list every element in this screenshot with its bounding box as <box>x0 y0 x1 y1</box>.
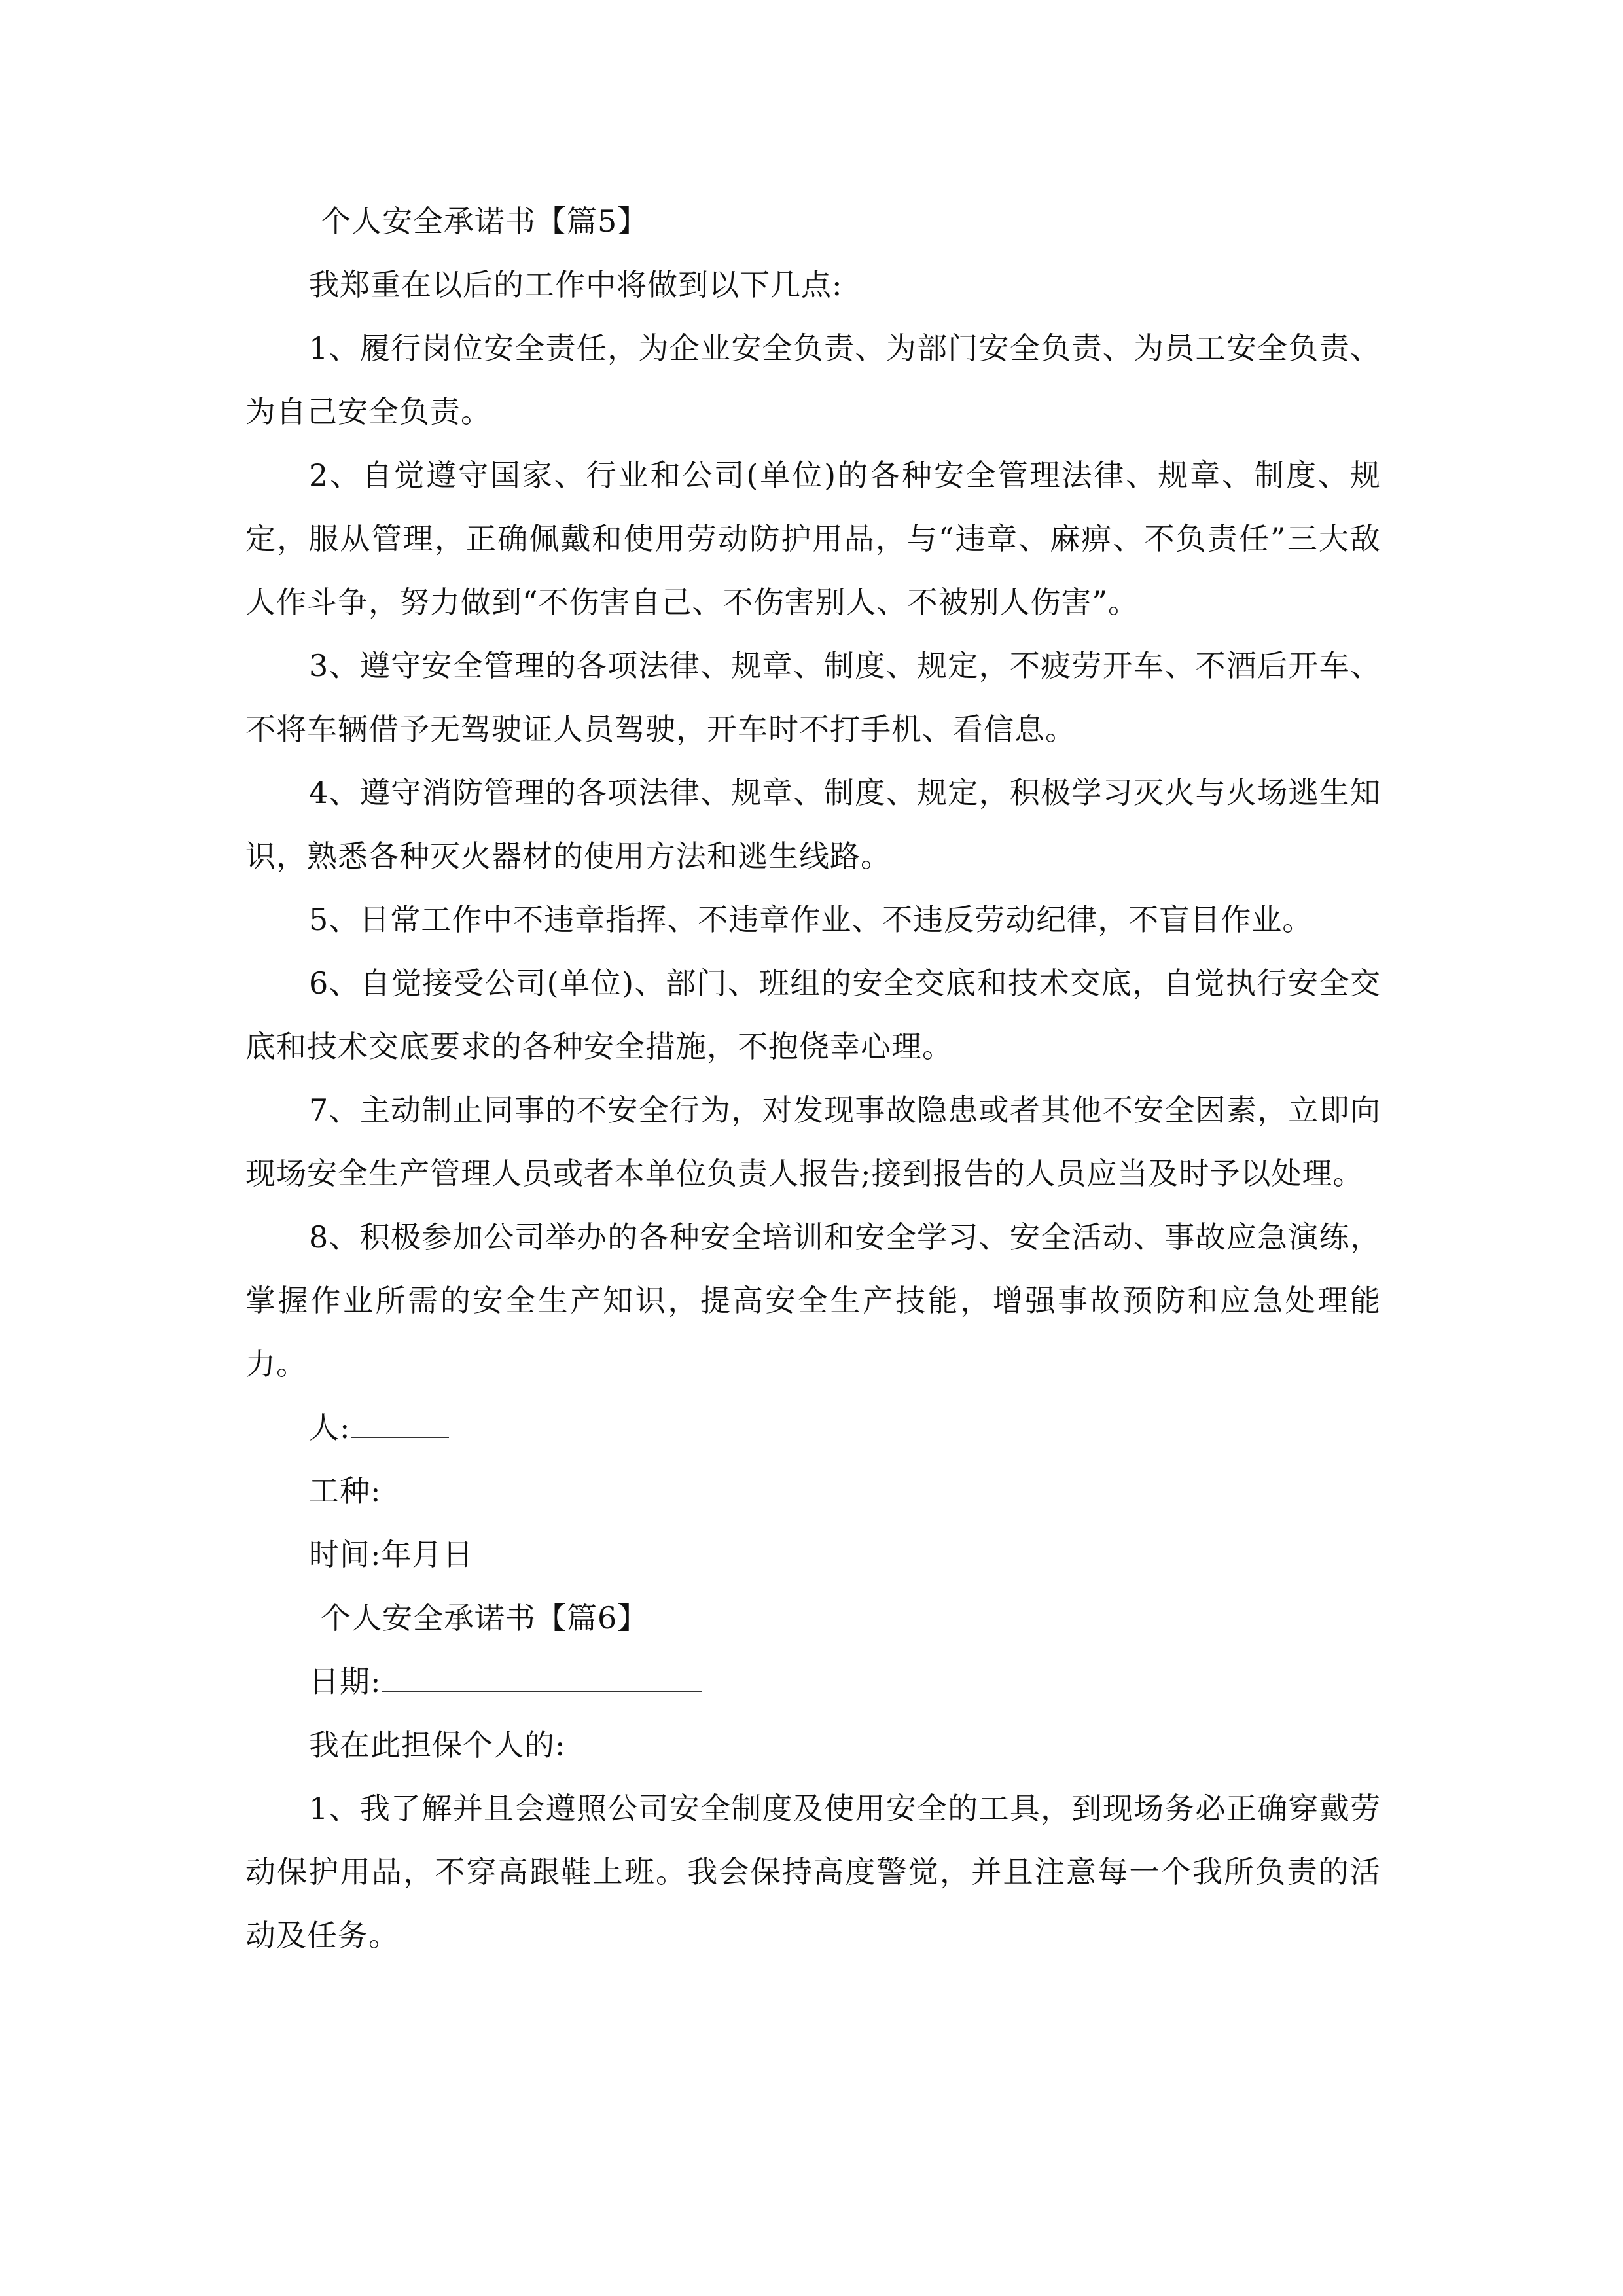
section-5-item-3: 3、遵守安全管理的各项法律、规章、制度、规定，不疲劳开车、不酒后开车、不将车辆借予无驾驶证人员驾驶，开车时不打手机、看信息。 <box>245 648 1381 747</box>
section-5-title: 个人安全承诺书【篇5】 <box>321 204 649 239</box>
date-label: 日期: <box>309 1664 382 1699</box>
document-page <box>245 190 1381 1967</box>
section-5-item-5: 5、日常工作中不违章指挥、不违章作业、不违反劳动纪律，不盲目作业。 <box>309 902 1313 937</box>
section-6-item-1: 1、我了解并且会遵照公司安全制度及使用安全的工具，到现场务必正确穿戴劳动保护用品，不穿高跟鞋上班。我会保持高度警觉，并且注意每一个我所负责的活动及任务。 <box>245 1791 1381 1953</box>
section-5-item-8: 8、积极参加公司举办的各种安全培训和安全学习、安全活动、事故应急演练，掌握作业所需的安全生产知识，提高安全生产技能，增强事故预防和应急处理能力。 <box>245 1219 1381 1382</box>
section-5-item-2: 2、自觉遵守国家、行业和公司(单位)的各种安全管理法律、规章、制度、规定，服从管理，正确佩戴和使用劳动防护用品，与“违章、麻痹、不负责任”三大敌人作斗争，努力做到“不伤害自己、不伤害别人、不被别人伤害”。 <box>245 457 1381 620</box>
time-label: 时间:年月日 <box>309 1537 474 1572</box>
section-5-intro: 我郑重在以后的工作中将做到以下几点: <box>309 267 843 302</box>
section-6-title: 个人安全承诺书【篇6】 <box>321 1600 649 1636</box>
time-line <box>245 1523 1381 1587</box>
section-5-item-4: 4、遵守消防管理的各项法律、规章、制度、规定，积极学习灭火与火场逃生知识，熟悉各种灭火器材的使用方法和逃生线路。 <box>245 775 1381 874</box>
date-line <box>245 1650 1381 1713</box>
date-blank <box>382 1662 702 1692</box>
section-6-intro: 我在此担保个人的: <box>309 1727 566 1763</box>
job-type-label: 工种: <box>309 1473 382 1509</box>
person-blank <box>351 1408 449 1438</box>
section-5-item-7: 7、主动制止同事的不安全行为，对发现事故隐患或者其他不安全因素，立即向现场安全生产管理人员或者本单位负责人报告;接到报告的人员应当及时予以处理。 <box>245 1092 1381 1191</box>
person-signature-line <box>245 1396 1381 1460</box>
person-label: 人: <box>309 1410 351 1445</box>
section-5-item-6: 6、自觉接受公司(单位)、部门、班组的安全交底和技术交底，自觉执行安全交底和技术交底要求的各种安全措施，不抱侥幸心理。 <box>245 965 1381 1064</box>
job-type-line <box>245 1460 1381 1523</box>
section-5-item-1: 1、履行岗位安全责任，为企业安全负责、为部门安全负责、为员工安全负责、为自己安全负责。 <box>245 331 1381 429</box>
